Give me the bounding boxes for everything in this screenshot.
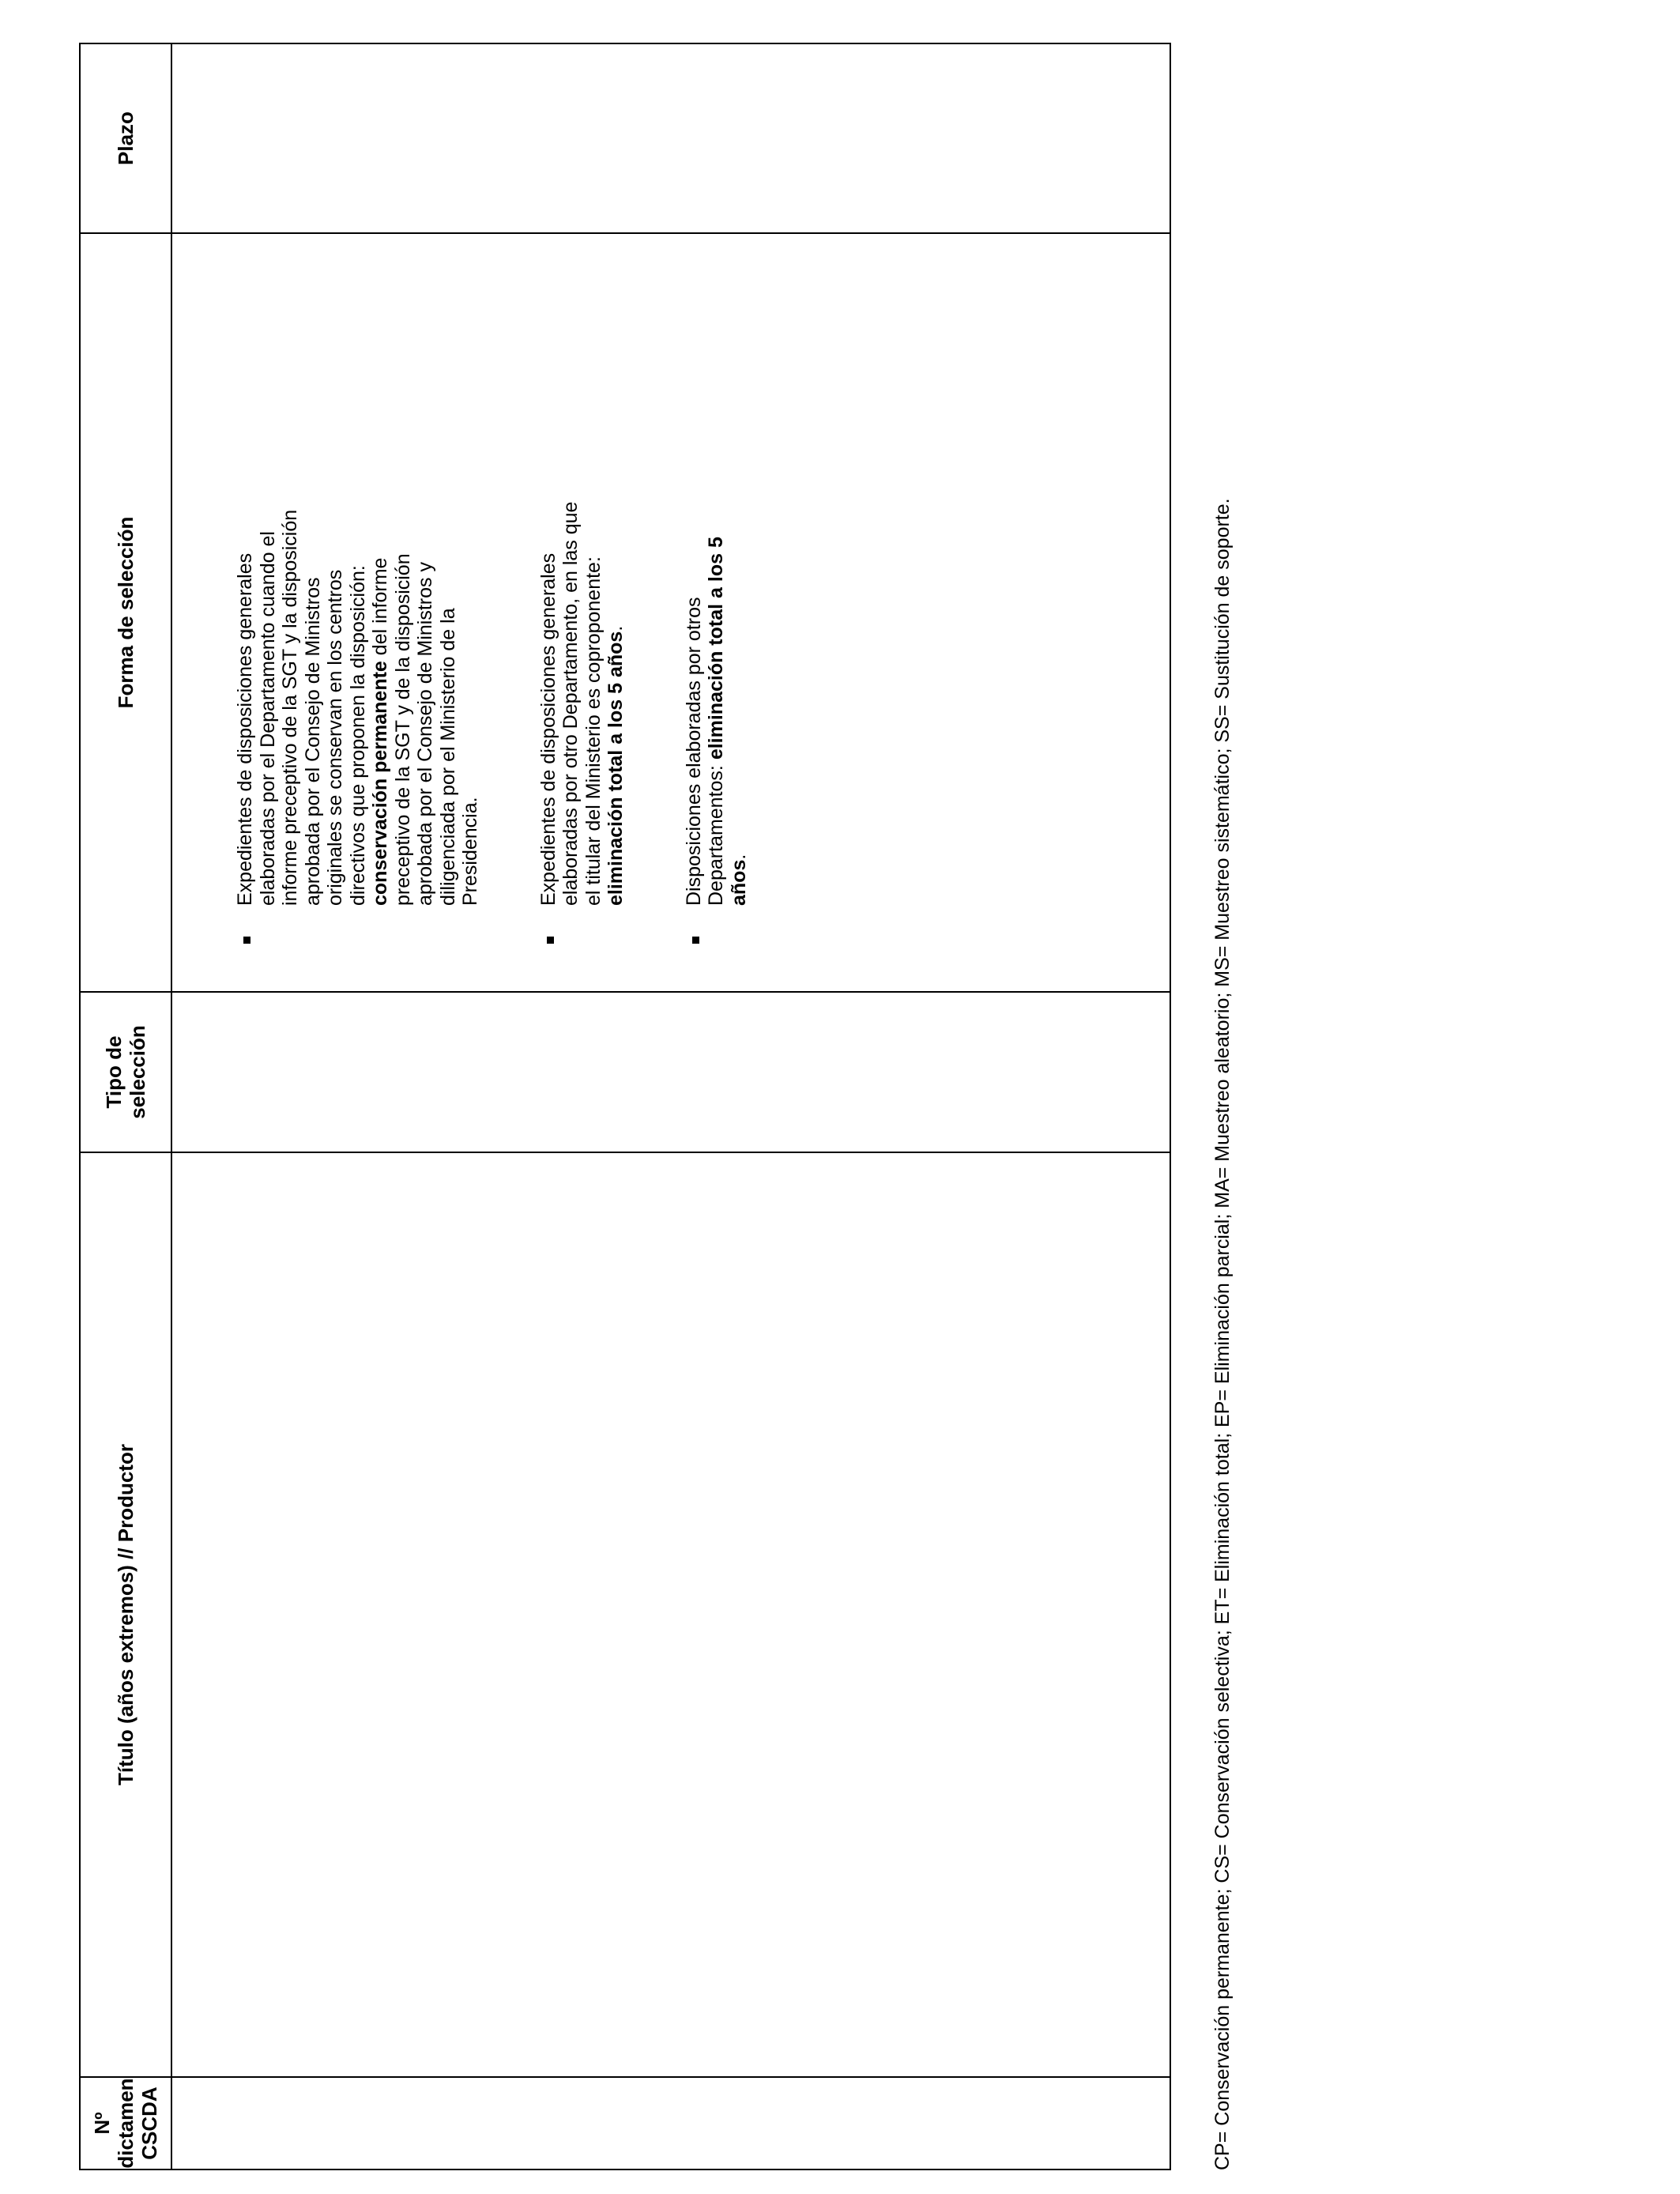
cell-forma bbox=[171, 233, 1170, 992]
header-num-line1: Nº bbox=[90, 2112, 114, 2135]
header-num-line3: CSCDA bbox=[137, 2087, 161, 2160]
cell-numero bbox=[171, 2077, 1170, 2169]
abbreviations-legend: CP= Conservación permanente; CS= Conservación selectiva; ET= Eliminación total; EP= Eliminación parcial; MA= Muestreo aleatorio; MS= Muestreo sistemático; SS= Sustitución de soporte. bbox=[1211, 498, 1234, 2170]
item-bold-text: conservación permanente bbox=[369, 661, 391, 906]
header-forma-seleccion: Forma de selección bbox=[80, 233, 171, 992]
selection-table bbox=[79, 43, 1171, 2170]
list-item bbox=[537, 495, 627, 944]
square-bullet-icon bbox=[547, 937, 554, 944]
header-row bbox=[80, 43, 171, 2169]
item-text-end: . bbox=[605, 625, 627, 631]
item-text: Disposiciones elaboradas por otros Departamentos: bbox=[682, 597, 727, 906]
header-tipo-line2: selección bbox=[126, 1025, 149, 1119]
header-tipo-line1: Tipo de bbox=[102, 1035, 126, 1109]
forma-list bbox=[172, 234, 750, 991]
table-row bbox=[171, 43, 1170, 2169]
item-bold-text: eliminación total a los 5 años bbox=[705, 537, 750, 906]
square-bullet-icon bbox=[692, 937, 699, 944]
header-plazo: Plazo bbox=[80, 43, 171, 233]
header-titulo: Título (años extremos) // Productor bbox=[80, 1152, 171, 2077]
header-tipo-seleccion bbox=[80, 992, 171, 1152]
header-num-dictamen bbox=[80, 2077, 171, 2169]
item-text: Expedientes de disposiciones generales elaboradas por otro Departamento, en las que el titular del Ministerio es coproponente: bbox=[537, 501, 605, 906]
item-text-end: . bbox=[727, 854, 750, 860]
cell-titulo bbox=[171, 1152, 1170, 2077]
list-item bbox=[234, 495, 482, 944]
cell-tipo bbox=[171, 992, 1170, 1152]
item-bold-text: eliminación total a los 5 años bbox=[605, 631, 627, 906]
list-item bbox=[683, 495, 751, 944]
header-num-line2: dictamen bbox=[114, 2078, 137, 2169]
item-text-end: del informe preceptivo de la SGT y de la disposición aprobada por el Consejo de Ministros y diligenciada por el Ministerio de la Presidencia. bbox=[369, 553, 481, 906]
item-text: Expedientes de disposiciones generales elaboradas por el Departamento cuando el informe preceptivo de la SGT y la disposición aprobada por el Consejo de Ministros originales se conservan en los centros directivos que proponen la disposición: bbox=[234, 509, 369, 906]
cell-plazo bbox=[171, 43, 1170, 233]
square-bullet-icon bbox=[243, 937, 250, 944]
